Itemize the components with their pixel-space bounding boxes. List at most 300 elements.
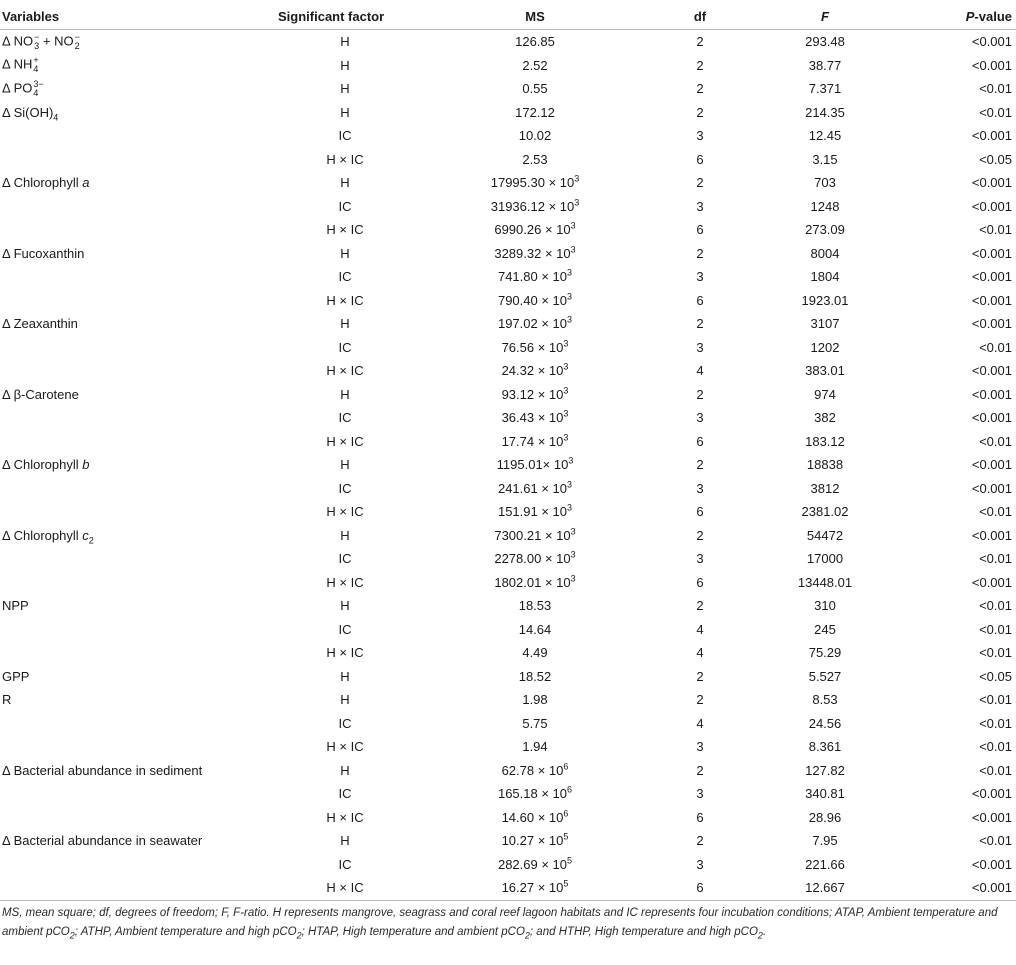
cell-df: 3 [696, 786, 704, 802]
cell-p-value: <0.01 [979, 104, 1012, 120]
cell-df: 2 [696, 34, 704, 50]
cell-p-value: <0.001 [971, 574, 1012, 590]
ms-exponent: 3 [563, 432, 569, 443]
table-row [0, 782, 1016, 806]
cell-p-value: <0.01 [979, 762, 1012, 778]
cell-f: 1248 [810, 198, 840, 214]
variable-name: Δ Bacterial abundance in sediment [2, 762, 203, 778]
cell-ms [420, 594, 650, 618]
cell-f: 3107 [810, 316, 840, 332]
cell-significant-factor: H × IC [326, 574, 364, 590]
cell-variable [0, 735, 270, 759]
variable-italic: a [82, 175, 90, 191]
cell-ms [420, 712, 650, 736]
cell-significant-factor: IC [338, 269, 352, 285]
ms-exponent: 3 [567, 291, 573, 302]
footnote-sub-4: 2 [757, 930, 763, 941]
cell-ms [420, 218, 650, 242]
cell-variable [0, 547, 270, 571]
ms-value: 62.78 × 10 [501, 762, 564, 778]
cell-p-value: <0.001 [971, 410, 1012, 426]
cell-df: 2 [696, 81, 704, 97]
variable-name: Δ β-Carotene [2, 386, 79, 402]
cell-significant-factor: H × IC [326, 645, 364, 661]
ms-exponent: 5 [563, 878, 569, 889]
cell-p-value: <0.001 [971, 316, 1012, 332]
cell-significant-factor: H [340, 457, 350, 473]
cell-f: 18838 [806, 457, 844, 473]
cell-f: 7.371 [808, 81, 842, 97]
ms-value: 1.98 [522, 692, 548, 708]
cell-p-value: <0.001 [971, 527, 1012, 543]
cell-variable [0, 641, 270, 665]
cell-variable [0, 171, 270, 195]
cell-significant-factor: H [340, 57, 350, 73]
cell-variable [0, 594, 270, 618]
header-p-rest: -value [974, 8, 1012, 24]
cell-significant-factor: H × IC [326, 739, 364, 755]
cell-f: 8.361 [808, 739, 842, 755]
cell-f: 24.56 [808, 715, 842, 731]
cell-variable [0, 242, 270, 266]
variable-name: Δ Chlorophyll [2, 175, 83, 191]
table-row [0, 829, 1016, 853]
cell-ms [420, 265, 650, 289]
cell-significant-factor: H × IC [326, 809, 364, 825]
cell-significant-factor: H [340, 762, 350, 778]
cell-f: 75.29 [808, 645, 842, 661]
ms-value: 31936.12 × 10 [490, 198, 575, 214]
footnote-sub-2: 2 [296, 930, 302, 941]
ms-exponent: 5 [567, 855, 573, 866]
header-variables: Variables [0, 5, 270, 30]
cell-p-value: <0.001 [971, 245, 1012, 261]
cell-df: 6 [696, 292, 704, 308]
ms-value: 282.69 × 10 [497, 856, 568, 872]
cell-variable [0, 782, 270, 806]
variable-italic: c [82, 527, 89, 543]
cell-ms [420, 500, 650, 524]
ms-exponent: 3 [570, 244, 576, 255]
cell-variable [0, 876, 270, 900]
cell-df: 3 [696, 128, 704, 144]
header-df: df [650, 5, 750, 30]
cell-variable [0, 383, 270, 407]
table-row [0, 195, 1016, 219]
cell-variable [0, 30, 270, 54]
cell-f: 13448.01 [797, 574, 853, 590]
ms-exponent: 3 [563, 408, 569, 419]
sioh4-subscript: 4 [53, 112, 59, 123]
ms-value: 16.27 × 10 [501, 880, 564, 896]
table-row [0, 218, 1016, 242]
cell-ms [420, 853, 650, 877]
cell-significant-factor: H × IC [326, 433, 364, 449]
ms-value: 17.74 × 10 [501, 433, 564, 449]
ms-exponent: 3 [563, 385, 569, 396]
cell-f: 1202 [810, 339, 840, 355]
cell-ms [420, 571, 650, 595]
cell-f: 214.35 [805, 104, 845, 120]
cell-variable [0, 148, 270, 172]
table-row [0, 148, 1016, 172]
ms-exponent: 5 [563, 831, 569, 842]
ms-value: 4.49 [522, 645, 548, 661]
cell-f: 382 [814, 410, 836, 426]
cell-df: 6 [696, 151, 704, 167]
cell-df: 2 [696, 527, 704, 543]
ms-value: 741.80 × 10 [497, 269, 568, 285]
cell-ms [420, 336, 650, 360]
table-row [0, 688, 1016, 712]
ms-value: 18.52 [518, 668, 552, 684]
variable-italic: b [82, 457, 90, 473]
ms-value: 93.12 × 10 [501, 386, 564, 402]
cell-df: 2 [696, 692, 704, 708]
cell-ms [420, 30, 650, 54]
cell-significant-factor: H [340, 692, 350, 708]
table-row [0, 453, 1016, 477]
cell-significant-factor: H [340, 527, 350, 543]
cell-f: 974 [814, 386, 836, 402]
header-ms: MS [420, 5, 650, 30]
variable-name: R [2, 692, 12, 708]
ms-value: 10.27 × 10 [501, 833, 564, 849]
cell-f: 3812 [810, 480, 840, 496]
ms-exponent: 3 [567, 502, 573, 513]
table-row [0, 853, 1016, 877]
cell-p-value: <0.01 [979, 339, 1012, 355]
cell-variable [0, 571, 270, 595]
ms-exponent: 3 [567, 479, 573, 490]
variable-name: Δ Bacterial abundance in seawater [2, 833, 203, 849]
table-row [0, 547, 1016, 571]
cell-df: 2 [696, 762, 704, 778]
variable-name: GPP [2, 668, 30, 684]
cell-f: 310 [814, 598, 836, 614]
cell-df: 2 [696, 598, 704, 614]
cell-ms [420, 171, 650, 195]
table-row [0, 359, 1016, 383]
table-row [0, 430, 1016, 454]
table-row [0, 665, 1016, 689]
cell-significant-factor: H × IC [326, 222, 364, 238]
ms-exponent: 3 [570, 526, 576, 537]
cell-f: 38.77 [808, 57, 842, 73]
table-row [0, 312, 1016, 336]
cell-df: 2 [696, 175, 704, 191]
cell-f: 12.45 [808, 128, 842, 144]
ms-exponent: 6 [563, 761, 569, 772]
cell-p-value: <0.001 [971, 386, 1012, 402]
cell-f: 293.48 [805, 34, 845, 50]
footnote-text-c: ; HTAP, High temperature and ambient pCO [301, 926, 525, 938]
table-row [0, 406, 1016, 430]
cell-variable [0, 265, 270, 289]
cell-variable [0, 665, 270, 689]
cell-variable [0, 218, 270, 242]
table-row [0, 242, 1016, 266]
cell-ms [420, 829, 650, 853]
cell-df: 3 [696, 480, 704, 496]
ms-exponent: 6 [563, 808, 569, 819]
cell-ms [420, 806, 650, 830]
cell-significant-factor: H [340, 668, 350, 684]
cell-f: 1923.01 [801, 292, 849, 308]
cell-f: 17000 [806, 551, 844, 567]
ms-value: 2.53 [522, 151, 548, 167]
table-row [0, 806, 1016, 830]
cell-df: 6 [696, 504, 704, 520]
table-row [0, 712, 1016, 736]
cell-f: 1804 [810, 269, 840, 285]
cell-variable [0, 101, 270, 125]
footnote-text-b: ; ATHP, Ambient temperature and high pCO [74, 926, 297, 938]
variable-name: Δ NH [2, 56, 33, 72]
ms-value: 241.61 × 10 [497, 480, 568, 496]
cell-df: 6 [696, 809, 704, 825]
anova-table [0, 5, 1016, 901]
cell-p-value: <0.001 [971, 34, 1012, 50]
cell-variable [0, 688, 270, 712]
cell-ms [420, 876, 650, 900]
ms-value: 5.75 [522, 715, 548, 731]
cell-variable [0, 359, 270, 383]
cell-f: 273.09 [805, 222, 845, 238]
cell-ms [420, 148, 650, 172]
cell-p-value: <0.01 [979, 504, 1012, 520]
cell-significant-factor: H [340, 833, 350, 849]
cell-significant-factor: H [340, 245, 350, 261]
ms-value: 7300.21 × 10 [494, 527, 571, 543]
cell-variable [0, 430, 270, 454]
cell-variable [0, 477, 270, 501]
cell-significant-factor: H [340, 81, 350, 97]
ms-value: 17995.30 × 10 [490, 175, 575, 191]
cell-ms [420, 524, 650, 548]
cell-df: 3 [696, 856, 704, 872]
ms-value: 1.94 [522, 739, 548, 755]
table-row [0, 289, 1016, 313]
nh4-ion-script [33, 56, 38, 74]
cell-df: 2 [696, 316, 704, 332]
nh4-ion-script-sup: + [33, 55, 39, 66]
cell-df: 2 [696, 104, 704, 120]
cell-ms [420, 312, 650, 336]
cell-ms [420, 195, 650, 219]
cell-f: 8.53 [812, 692, 838, 708]
cell-significant-factor: H × IC [326, 151, 364, 167]
cell-variable [0, 195, 270, 219]
table-row [0, 336, 1016, 360]
variable-name: Δ Chlorophyll [2, 457, 83, 473]
ms-value: 3289.32 × 10 [494, 245, 571, 261]
cell-p-value: <0.001 [971, 856, 1012, 872]
cell-p-value: <0.001 [971, 363, 1012, 379]
table-row [0, 876, 1016, 900]
ms-value: 10.02 [518, 128, 552, 144]
cell-significant-factor: H [340, 316, 350, 332]
cell-significant-factor: H [340, 175, 350, 191]
footnote-sub-3: 2 [524, 930, 530, 941]
ms-value: 76.56 × 10 [501, 339, 564, 355]
cell-f: 383.01 [805, 363, 845, 379]
cell-p-value: <0.01 [979, 833, 1012, 849]
cell-significant-factor: IC [338, 339, 352, 355]
cell-p-value: <0.001 [971, 269, 1012, 285]
cell-significant-factor: H [340, 598, 350, 614]
cell-p-value: <0.01 [979, 739, 1012, 755]
table-row [0, 265, 1016, 289]
cell-variable [0, 853, 270, 877]
table-row [0, 477, 1016, 501]
cell-f: 2381.02 [801, 504, 849, 520]
cell-df: 2 [696, 386, 704, 402]
cell-significant-factor: IC [338, 551, 352, 567]
cell-p-value: <0.001 [971, 175, 1012, 191]
cell-f: 28.96 [808, 809, 842, 825]
cell-ms [420, 54, 650, 78]
cell-df: 2 [696, 833, 704, 849]
cell-df: 3 [696, 410, 704, 426]
table-row [0, 524, 1016, 548]
ms-value: 172.12 [515, 104, 555, 120]
cell-ms [420, 383, 650, 407]
cell-df: 6 [650, 876, 750, 900]
cell-df: 2 [696, 245, 704, 261]
po4-ion-script [33, 80, 43, 98]
ms-value: 151.91 × 10 [497, 504, 568, 520]
table-row [0, 571, 1016, 595]
variable-name: Δ NO [2, 33, 34, 49]
variable-name: Δ Zeaxanthin [2, 316, 78, 332]
cell-variable [0, 806, 270, 830]
cell-variable [0, 336, 270, 360]
ms-value: 14.60 × 10 [501, 809, 564, 825]
cell-p-value: <0.01 [979, 645, 1012, 661]
cell-p-value: <0.01 [979, 81, 1012, 97]
cell-df: 6 [696, 574, 704, 590]
cell-df: 2 [696, 457, 704, 473]
variable-name: Δ Chlorophyll [2, 527, 83, 543]
cell-ms [420, 759, 650, 783]
ms-exponent: 3 [574, 197, 580, 208]
ms-exponent: 3 [570, 573, 576, 584]
header-f: F [750, 5, 900, 30]
ms-exponent: 6 [567, 784, 573, 795]
cell-ms [420, 688, 650, 712]
cell-p-value: <0.001 [971, 480, 1012, 496]
cell-significant-factor: IC [338, 198, 352, 214]
cell-p-value: <0.01 [979, 692, 1012, 708]
no3-ion-script-sub: 3 [34, 40, 40, 51]
ms-value: 18.53 [518, 598, 552, 614]
ms-exponent: 3 [570, 549, 576, 560]
ms-value: 1195.01× 10 [496, 457, 569, 473]
cell-p-value: <0.001 [900, 876, 1016, 900]
cell-ms [420, 101, 650, 125]
cell-p-value: <0.001 [971, 809, 1012, 825]
cell-variable [0, 312, 270, 336]
cell-ms [420, 782, 650, 806]
cell-significant-factor: IC [338, 786, 352, 802]
cell-f: 7.95 [812, 833, 838, 849]
cell-p-value: <0.05 [979, 151, 1012, 167]
ms-exponent: 3 [563, 361, 569, 372]
footnote-text-d: ; and HTHP, High temperature and high pCO [529, 926, 758, 938]
po4-ion-script-sub: 4 [33, 87, 39, 98]
cell-ms [420, 77, 650, 101]
cell-ms [420, 665, 650, 689]
cell-variable [0, 406, 270, 430]
no2-ion-script-sub: 2 [74, 40, 80, 51]
cell-variable [0, 453, 270, 477]
cell-significant-factor: IC [338, 410, 352, 426]
cell-p-value: <0.001 [971, 57, 1012, 73]
cell-ms [420, 289, 650, 313]
variable-subscript: 2 [88, 535, 94, 546]
cell-df: 4 [696, 621, 704, 637]
ms-exponent: 3 [563, 338, 569, 349]
cell-p-value: <0.01 [979, 433, 1012, 449]
cell-p-value: <0.01 [979, 715, 1012, 731]
cell-significant-factor: H × IC [270, 876, 420, 900]
cell-df: 3 [696, 198, 704, 214]
ms-value: 790.40 × 10 [497, 292, 568, 308]
cell-significant-factor: H × IC [326, 504, 364, 520]
ms-exponent: 3 [567, 314, 573, 325]
cell-variable [0, 712, 270, 736]
cell-variable [0, 524, 270, 548]
table-header-row [0, 5, 1016, 30]
cell-df: 3 [696, 739, 704, 755]
cell-p-value: <0.001 [971, 292, 1012, 308]
footnote-text-a: MS, mean square; df, degrees of freedom; F, F-ratio. H represents mangrove, seagrass and coral reef lagoon habitats and IC represents four incubation conditions; ATAP, Ambient temperature and ambient pCO [2, 907, 998, 938]
cell-significant-factor: IC [338, 621, 352, 637]
cell-df: 4 [696, 363, 704, 379]
cell-df: 3 [696, 269, 704, 285]
cell-f: 340.81 [805, 786, 845, 802]
no2-ion-script [75, 33, 80, 51]
ms-value: 197.02 × 10 [497, 316, 568, 332]
cell-df: 4 [696, 715, 704, 731]
ms-exponent: 3 [574, 173, 580, 184]
cell-ms [420, 124, 650, 148]
table-row [0, 101, 1016, 125]
table-row [0, 77, 1016, 101]
table-row [0, 124, 1016, 148]
table-row [0, 30, 1016, 54]
table-row [0, 618, 1016, 642]
cell-significant-factor: IC [338, 480, 352, 496]
cell-ms [420, 359, 650, 383]
cell-p-value: <0.01 [979, 551, 1012, 567]
cell-p-value: <0.001 [971, 128, 1012, 144]
ms-value: 165.18 × 10 [497, 786, 568, 802]
cell-p-value: <0.05 [979, 668, 1012, 684]
cell-p-value: <0.001 [971, 198, 1012, 214]
cell-df: 2 [696, 57, 704, 73]
ms-exponent: 3 [567, 267, 573, 278]
cell-significant-factor: IC [338, 856, 352, 872]
cell-significant-factor: H [340, 34, 350, 50]
cell-f: 3.15 [812, 151, 838, 167]
cell-df: 6 [696, 433, 704, 449]
cell-f: 12.667 [750, 876, 900, 900]
table-row [0, 383, 1016, 407]
cell-p-value: <0.01 [979, 621, 1012, 637]
ms-value: 36.43 × 10 [501, 410, 564, 426]
